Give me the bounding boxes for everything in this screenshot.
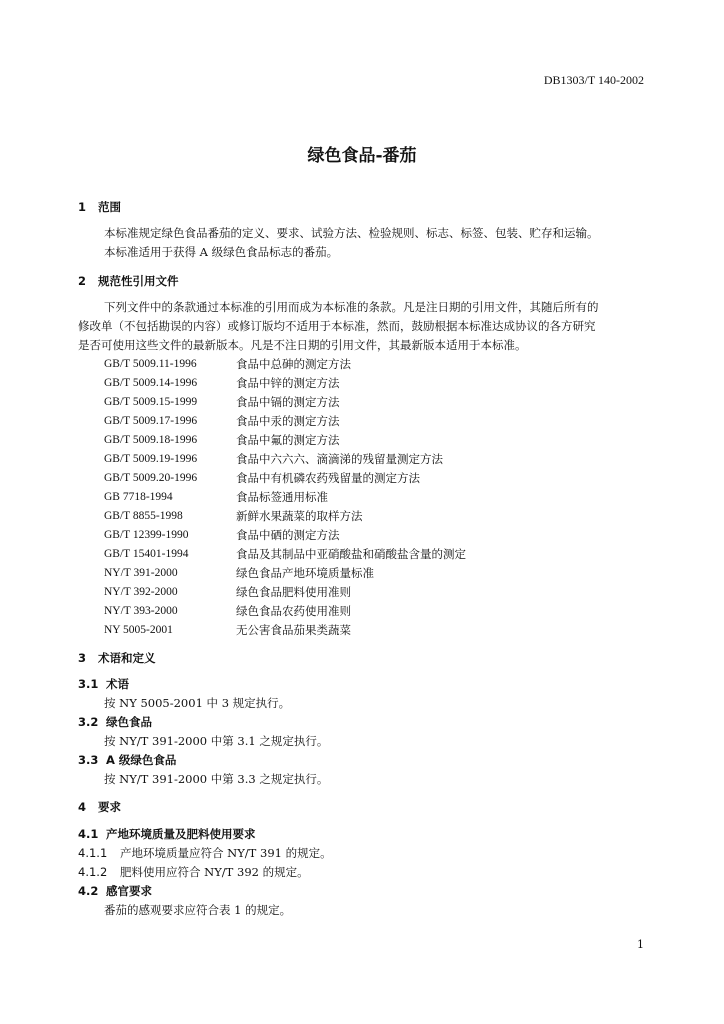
section-1-heading xyxy=(78,199,121,215)
clause-number: 4.1.1 xyxy=(78,846,108,860)
clause-text: 产地环境质量应符合 NY/T 391 的规定。 xyxy=(120,846,332,860)
section-4-heading xyxy=(78,799,121,815)
paragraph: 是否可使用这些文件的最新版本。凡是不注日期的引用文件，其最新版本适用于本标准。 xyxy=(78,338,527,352)
reference-name: 绿色食品产地环境质量标准 xyxy=(236,566,374,580)
paragraph: 番茄的感观要求应符合表 1 的规定。 xyxy=(104,903,292,917)
section-number: 1 xyxy=(78,200,87,214)
subsection-3-2-heading xyxy=(78,714,152,730)
reference-name: 食品标签通用标准 xyxy=(236,490,328,504)
reference-name: 新鲜水果蔬菜的取样方法 xyxy=(236,509,363,523)
reference-item xyxy=(104,393,466,412)
section-title: A 级绿色食品 xyxy=(106,753,177,767)
section-number: 3.3 xyxy=(78,753,99,767)
reference-code: GB/T 12399-1990 xyxy=(104,529,189,541)
reference-code: GB/T 5009.14-1996 xyxy=(104,377,198,389)
clause-text: 肥料使用应符合 NY/T 392 的规定。 xyxy=(120,865,309,879)
section-2-heading xyxy=(78,273,179,289)
reference-item xyxy=(104,412,466,431)
reference-item xyxy=(104,469,466,488)
section-title: 规范性引用文件 xyxy=(98,274,179,288)
reference-name: 绿色食品农药使用准则 xyxy=(236,604,351,618)
page-number: 1 xyxy=(637,938,644,951)
paragraph: 本标准规定绿色食品番茄的定义、要求、试验方法、检验规则、标志、标签、包装、贮存和运输。 xyxy=(104,226,599,240)
section-title: 绿色食品 xyxy=(106,715,152,729)
document-title: 绿色食品-番茄 xyxy=(307,146,417,166)
clause-4-1-1 xyxy=(78,845,332,861)
clause-number: 4.1.2 xyxy=(78,865,108,879)
reference-name: 食品中总砷的测定方法 xyxy=(236,357,351,371)
subsection-3-1-heading xyxy=(78,676,129,692)
reference-code: GB/T 5009.19-1996 xyxy=(104,453,198,465)
subsection-3-3-heading xyxy=(78,752,176,768)
reference-name: 食品中汞的测定方法 xyxy=(236,414,340,428)
reference-item xyxy=(104,374,466,393)
section-number: 3.2 xyxy=(78,715,99,729)
reference-code: GB 7718-1994 xyxy=(104,491,173,503)
reference-code: GB/T 5009.20-1996 xyxy=(104,472,198,484)
reference-item xyxy=(104,602,466,621)
reference-code: GB/T 8855-1998 xyxy=(104,510,183,522)
paragraph: 本标准适用于获得 A 级绿色食品标志的番茄。 xyxy=(104,245,339,259)
reference-code: NY/T 391-2000 xyxy=(104,567,178,579)
reference-code: GB/T 5009.17-1996 xyxy=(104,415,198,427)
standard-code: DB1303/T 140-2002 xyxy=(543,73,644,87)
subsection-4-1-heading xyxy=(78,826,256,842)
reference-code: GB/T 15401-1994 xyxy=(104,548,189,560)
section-number: 3 xyxy=(78,651,87,665)
section-title: 范围 xyxy=(98,200,121,214)
section-number: 2 xyxy=(78,274,87,288)
reference-item xyxy=(104,564,466,583)
reference-item xyxy=(104,583,466,602)
section-number: 4.2 xyxy=(78,884,99,898)
reference-code: GB/T 5009.15-1999 xyxy=(104,396,198,408)
section-3-heading xyxy=(78,650,156,666)
reference-item xyxy=(104,355,466,374)
reference-name: 食品及其制品中亚硝酸盐和硝酸盐含量的测定 xyxy=(236,547,466,561)
reference-name: 食品中硒的测定方法 xyxy=(236,528,340,542)
reference-item xyxy=(104,507,466,526)
reference-name: 食品中有机磷农药残留量的测定方法 xyxy=(236,471,420,485)
subsection-4-2-heading xyxy=(78,883,152,899)
reference-item xyxy=(104,545,466,564)
reference-code: GB/T 5009.18-1996 xyxy=(104,434,198,446)
section-title: 术语 xyxy=(106,677,129,691)
clause-4-1-2 xyxy=(78,864,309,880)
reference-code: NY/T 393-2000 xyxy=(104,605,178,617)
reference-name: 食品中镉的测定方法 xyxy=(236,395,340,409)
paragraph: 按 NY/T 391-2000 中第 3.3 之规定执行。 xyxy=(104,772,329,786)
reference-item xyxy=(104,621,466,640)
reference-item xyxy=(104,431,466,450)
reference-code: GB/T 5009.11-1996 xyxy=(104,358,197,370)
section-number: 4.1 xyxy=(78,827,99,841)
paragraph: 修改单（不包括勘误的内容）或修订版均不适用于本标准，然而，鼓励根据本标准达成协议的各方研究 xyxy=(78,319,596,333)
reference-item xyxy=(104,488,466,507)
section-title: 术语和定义 xyxy=(98,651,156,665)
section-title: 感官要求 xyxy=(106,884,152,898)
section-title: 产地环境质量及肥料使用要求 xyxy=(106,827,256,841)
reference-name: 食品中氟的测定方法 xyxy=(236,433,340,447)
paragraph: 按 NY/T 391-2000 中第 3.1 之规定执行。 xyxy=(104,734,329,748)
paragraph: 按 NY 5005-2001 中 3 规定执行。 xyxy=(104,696,291,710)
reference-code: NY 5005-2001 xyxy=(104,624,173,636)
reference-name: 食品中锌的测定方法 xyxy=(236,376,340,390)
normative-reference-list xyxy=(104,355,466,640)
section-number: 4 xyxy=(78,800,87,814)
reference-name: 无公害食品茄果类蔬菜 xyxy=(236,623,351,637)
section-number: 3.1 xyxy=(78,677,99,691)
reference-code: NY/T 392-2000 xyxy=(104,586,178,598)
reference-name: 绿色食品肥料使用准则 xyxy=(236,585,351,599)
reference-item xyxy=(104,450,466,469)
reference-item xyxy=(104,526,466,545)
paragraph: 下列文件中的条款通过本标准的引用而成为本标准的条款。凡是注日期的引用文件，其随后所有的 xyxy=(104,300,599,314)
reference-name: 食品中六六六、滴滴涕的残留量测定方法 xyxy=(236,452,443,466)
section-title: 要求 xyxy=(98,800,121,814)
